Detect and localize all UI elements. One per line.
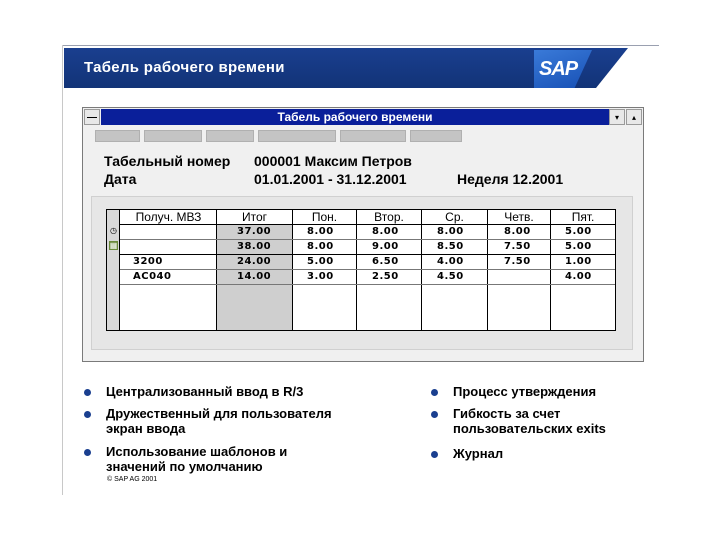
row-separator bbox=[120, 284, 615, 285]
bullet-text: Гибкость за счет пользовательских exits bbox=[453, 406, 606, 436]
slide-title: Табель рабочего времени bbox=[84, 59, 285, 76]
cell-tue[interactable]: 6.50 bbox=[372, 256, 399, 267]
cell-tue[interactable]: 9.00 bbox=[372, 241, 399, 252]
bullet-text: Дружественный для пользователя экран ввода bbox=[106, 406, 332, 436]
copyright-notice: © SAP AG 2001 bbox=[107, 476, 158, 483]
calendar-icon: ▦ bbox=[109, 241, 118, 250]
grid-vline bbox=[216, 210, 217, 330]
toolbar-button-5[interactable] bbox=[340, 130, 406, 142]
grid-vline bbox=[356, 210, 357, 330]
grid-vline bbox=[487, 210, 488, 330]
toolbar-button-2[interactable] bbox=[144, 130, 202, 142]
cell-total: 24.00 bbox=[237, 256, 272, 267]
bullet-right-1 bbox=[431, 384, 596, 399]
cell-receiver[interactable]: 3200 bbox=[133, 256, 163, 267]
toolbar-button-3[interactable] bbox=[206, 130, 254, 142]
cell-wed[interactable]: 4.00 bbox=[437, 256, 464, 267]
toolbar-button-1[interactable] bbox=[95, 130, 140, 142]
bullet-dot-icon bbox=[431, 389, 438, 396]
cell-total: 14.00 bbox=[237, 271, 272, 282]
header-separator bbox=[120, 224, 615, 225]
slide-top-rule bbox=[62, 45, 659, 46]
bullet-right-2 bbox=[431, 406, 606, 436]
col-header-wed[interactable]: Ср. bbox=[445, 210, 464, 224]
row-separator bbox=[120, 239, 615, 240]
cell-total: 37.00 bbox=[237, 226, 272, 237]
col-header-fri[interactable]: Пят. bbox=[571, 210, 595, 224]
cell-thu[interactable]: 7.50 bbox=[504, 241, 531, 252]
col-header-total[interactable]: Итог bbox=[241, 210, 268, 224]
cell-mon[interactable]: 8.00 bbox=[307, 241, 334, 252]
cell-mon[interactable]: 5.00 bbox=[307, 256, 334, 267]
cell-tue[interactable]: 8.00 bbox=[372, 226, 399, 237]
bullet-text: Использование шаблонов и значений по умолчанию bbox=[106, 444, 288, 474]
bullet-left-3 bbox=[84, 444, 287, 474]
cell-thu[interactable]: 8.00 bbox=[504, 226, 531, 237]
personnel-number-value: 000001 Максим Петров bbox=[254, 153, 412, 169]
col-header-mon[interactable]: Пон. bbox=[311, 210, 338, 224]
bullet-left-2 bbox=[84, 406, 332, 436]
cell-wed[interactable]: 8.00 bbox=[437, 226, 464, 237]
toolbar-button-4[interactable] bbox=[258, 130, 336, 142]
bullet-text: Централизованный ввод в R/3 bbox=[106, 384, 304, 399]
col-header-tue[interactable]: Втор. bbox=[374, 210, 404, 224]
date-label: Дата bbox=[104, 171, 137, 187]
cell-tue[interactable]: 2.50 bbox=[372, 271, 399, 282]
sap-logo-text: SAP bbox=[539, 58, 578, 80]
row-separator bbox=[120, 254, 615, 255]
bullet-dot-icon bbox=[431, 451, 438, 458]
slide-left-rule bbox=[62, 45, 63, 495]
clock-icon: ◷ bbox=[110, 226, 117, 235]
dropdown-icon[interactable]: ▾ bbox=[609, 109, 625, 125]
personnel-number-label: Табельный номер bbox=[104, 153, 231, 169]
bullet-dot-icon bbox=[431, 411, 438, 418]
bullet-right-3 bbox=[431, 446, 503, 461]
cell-wed[interactable]: 8.50 bbox=[437, 241, 464, 252]
bullet-text: Журнал bbox=[453, 446, 504, 461]
cell-thu[interactable]: 7.50 bbox=[504, 256, 531, 267]
cell-fri[interactable]: 4.00 bbox=[565, 271, 592, 282]
scroll-up-icon[interactable]: ▴ bbox=[626, 109, 642, 125]
cell-mon[interactable]: 8.00 bbox=[307, 226, 334, 237]
date-range-value: 01.01.2001 - 31.12.2001 bbox=[254, 171, 407, 187]
bullet-dot-icon bbox=[84, 449, 91, 456]
window-title: Табель рабочего времени bbox=[101, 109, 609, 125]
bullet-dot-icon bbox=[84, 411, 91, 418]
timesheet-grid bbox=[106, 209, 616, 331]
cell-fri[interactable]: 1.00 bbox=[565, 256, 592, 267]
system-menu-button[interactable]: — bbox=[84, 109, 100, 125]
cell-mon[interactable]: 3.00 bbox=[307, 271, 334, 282]
cell-fri[interactable]: 5.00 bbox=[565, 226, 592, 237]
row-separator bbox=[120, 269, 615, 270]
sap-logo bbox=[534, 50, 592, 88]
bullet-left-1 bbox=[84, 384, 303, 399]
grid-vline bbox=[421, 210, 422, 330]
grid-vline bbox=[550, 210, 551, 330]
toolbar-button-6[interactable] bbox=[410, 130, 462, 142]
cell-fri[interactable]: 5.00 bbox=[565, 241, 592, 252]
timesheet-window bbox=[82, 107, 644, 362]
cell-total: 38.00 bbox=[237, 241, 272, 252]
cell-receiver[interactable]: AC040 bbox=[133, 271, 172, 282]
cell-wed[interactable]: 4.50 bbox=[437, 271, 464, 282]
bullet-text: Процесс утверждения bbox=[453, 384, 597, 399]
bullet-dot-icon bbox=[84, 389, 91, 396]
col-header-thu[interactable]: Четв. bbox=[504, 210, 534, 224]
grid-vline bbox=[292, 210, 293, 330]
window-titlebar bbox=[83, 108, 643, 126]
week-value: Неделя 12.2001 bbox=[457, 171, 564, 187]
col-header-receiver[interactable]: Получ. МВЗ bbox=[135, 210, 202, 224]
timesheet-grid-panel bbox=[91, 196, 633, 350]
